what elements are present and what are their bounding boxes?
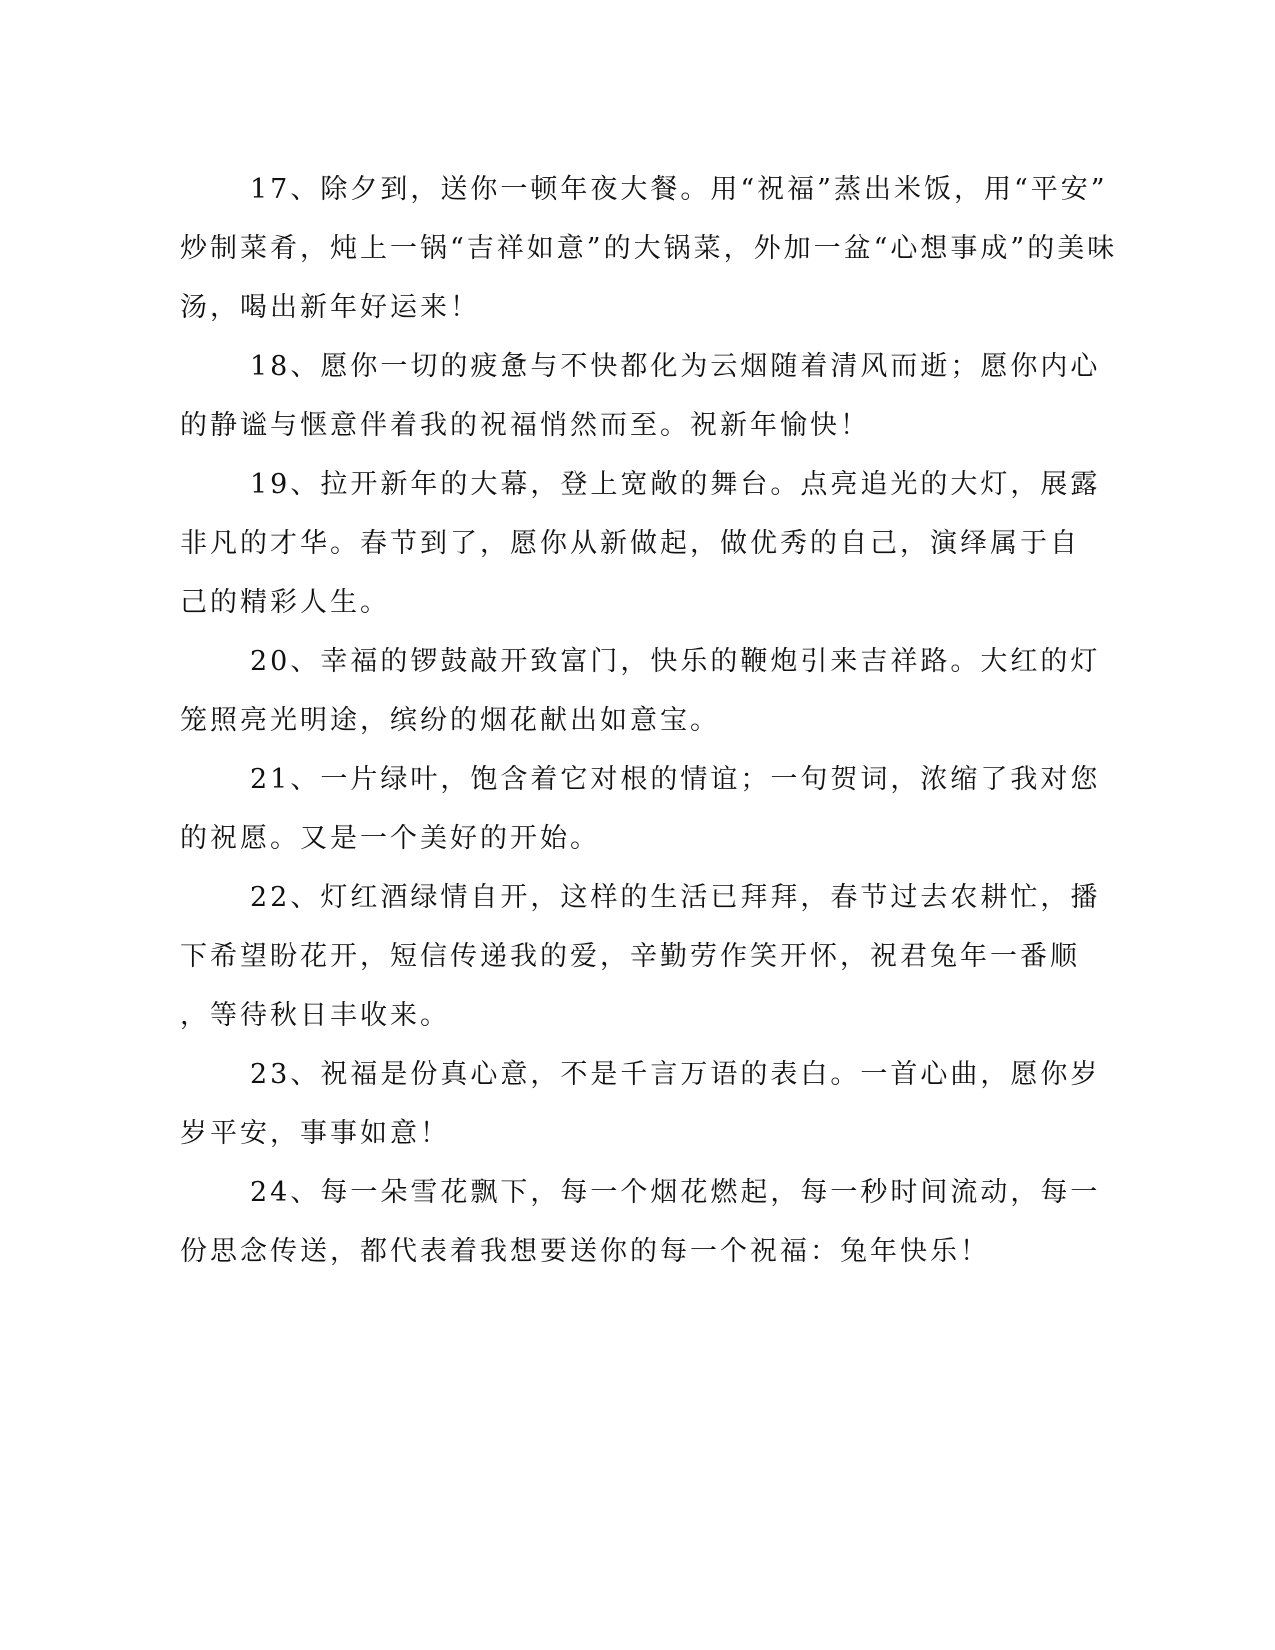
paragraph-line: 汤，喝出新年好运来！ (180, 292, 480, 323)
paragraph-19 (180, 455, 1101, 632)
paragraph-line: 己的精彩人生。 (180, 587, 390, 618)
paragraph-18 (180, 337, 1101, 455)
paragraph-line: 下希望盼花开，短信传递我的爱，辛勤劳作笑开怀，祝君兔年一番顺 (180, 941, 1080, 972)
paragraph-line: 份思念传送，都代表着我想要送你的每一个祝福：兔年快乐！ (180, 1236, 990, 1267)
paragraph-line: 非凡的才华。春节到了，愿你从新做起，做优秀的自己，演绎属于自 (180, 528, 1080, 559)
paragraph-line: 炒制菜肴，炖上一锅“吉祥如意”的大锅菜，外加一盆“心想事成”的美味 (180, 233, 1118, 264)
paragraph-line: 18、愿你一切的疲惫与不快都化为云烟随着清风而逝；愿你内心 (250, 351, 1101, 382)
paragraph-line: 岁平安，事事如意！ (180, 1118, 450, 1149)
paragraph-line: 21、一片绿叶，饱含着它对根的情谊；一句贺词，浓缩了我对您 (250, 764, 1101, 795)
document-body (180, 160, 1118, 1281)
paragraph-line: 20、幸福的锣鼓敲开致富门，快乐的鞭炮引来吉祥路。大红的灯 (250, 646, 1101, 677)
paragraph-17 (180, 160, 1118, 337)
paragraph-line: 17、除夕到，送你一顿年夜大餐。用“祝福”蒸出米饭，用“平安” (250, 174, 1108, 205)
paragraph-line: 19、拉开新年的大幕，登上宽敞的舞台。点亮追光的大灯，展露 (250, 469, 1101, 500)
paragraph-21 (180, 750, 1101, 868)
paragraph-line: 22、灯红酒绿情自开，这样的生活已拜拜，春节过去农耕忙，播 (250, 882, 1101, 913)
paragraph-line: 的静谧与惬意伴着我的祝福悄然而至。祝新年愉快！ (180, 410, 870, 441)
paragraph-24 (180, 1163, 1101, 1281)
paragraph-23 (180, 1045, 1101, 1163)
paragraph-20 (180, 632, 1101, 750)
paragraph-22 (180, 868, 1101, 1045)
paragraph-line: ，等待秋日丰收来。 (180, 1000, 450, 1031)
paragraph-line: 24、每一朵雪花飘下，每一个烟花燃起，每一秒时间流动，每一 (250, 1177, 1101, 1208)
paragraph-line: 的祝愿。又是一个美好的开始。 (180, 823, 600, 854)
paragraph-line: 笼照亮光明途，缤纷的烟花献出如意宝。 (180, 705, 720, 736)
paragraph-line: 23、祝福是份真心意，不是千言万语的表白。一首心曲，愿你岁 (250, 1059, 1101, 1090)
